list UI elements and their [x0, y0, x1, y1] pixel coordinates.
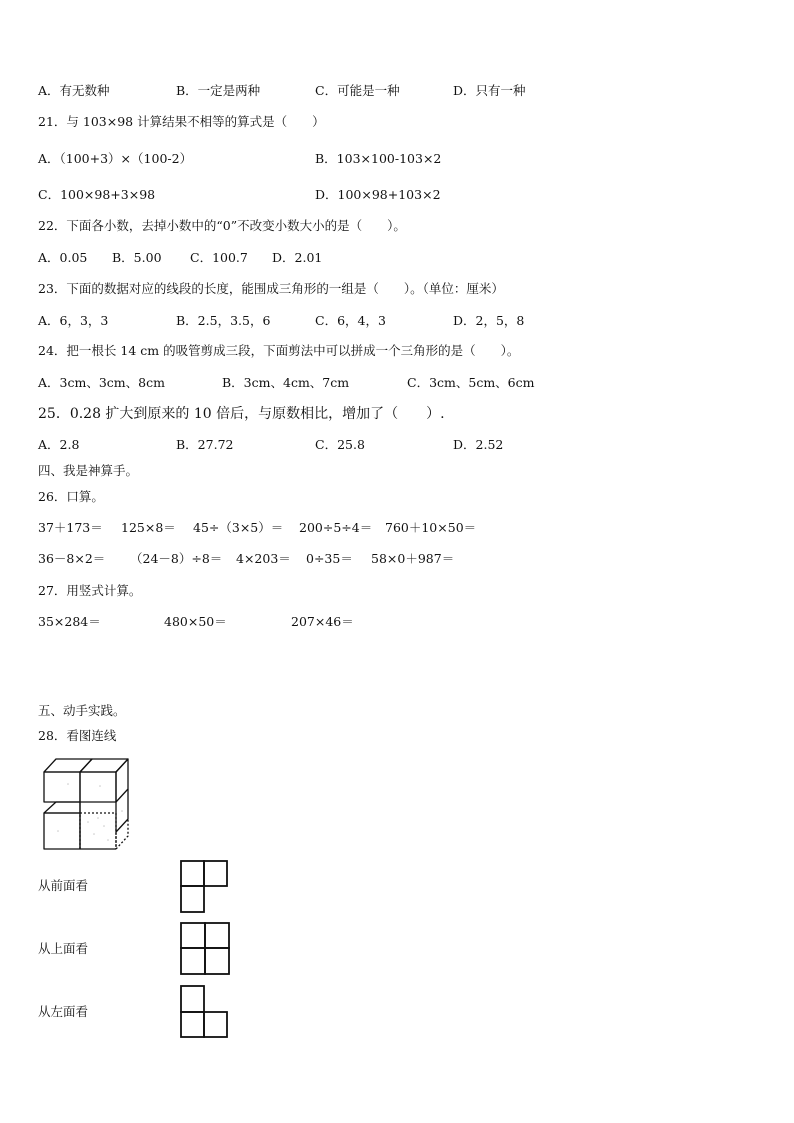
q22-option-d: D．2.01 — [272, 250, 323, 265]
view-shape-a — [180, 860, 230, 914]
q21-stem: 21．与 103×98 计算结果不相等的算式是（ ） — [38, 114, 325, 129]
section-4-heading: 四、我是神算手。 — [38, 463, 139, 478]
q27-item: 207×46＝ — [291, 614, 354, 629]
q26-item: 4×203＝ — [236, 551, 291, 566]
q25-option-c: C．25.8 — [315, 437, 365, 452]
view-label-top: 从上面看 — [38, 941, 89, 956]
q23-option-d: D．2，5，8 — [453, 313, 525, 328]
view-shape-b — [180, 922, 232, 976]
q27-item: 480×50＝ — [164, 614, 227, 629]
q22-stem: 22．下面各小数，去掉小数中的“0”不改变小数大小的是（ ）。 — [38, 218, 406, 233]
q26-item: （24－8）÷8＝ — [130, 551, 223, 566]
q26-item: 125×8＝ — [121, 520, 176, 535]
q26-stem: 26．口算。 — [38, 489, 104, 504]
q21-option-b: B．103×100-103×2 — [315, 151, 442, 166]
q26-item: 200÷5÷4＝ — [299, 520, 373, 535]
q26-item: 0÷35＝ — [306, 551, 353, 566]
q23-stem: 23．下面的数据对应的线段的长度，能围成三角形的一组是（ ）。（单位：厘米） — [38, 281, 504, 296]
q26-item: 58×0＋987＝ — [371, 551, 455, 566]
q26-item: 760＋10×50＝ — [385, 520, 477, 535]
q27-stem: 27．用竖式计算。 — [38, 583, 142, 598]
cube-stack-figure — [38, 756, 130, 852]
q21-option-d: D．100×98+103×2 — [315, 187, 441, 202]
q22-option-a: A．0.05 — [38, 250, 88, 265]
view-label-front: 从前面看 — [38, 878, 89, 893]
q26-item: 37＋173＝ — [38, 520, 103, 535]
q25-option-a: A．2.8 — [38, 437, 80, 452]
q22-option-b: B．5.00 — [112, 250, 162, 265]
q25-stem: 25．0.28 扩大到原来的 10 倍后，与原数相比，增加了（ ）. — [38, 406, 445, 422]
q27-item: 35×284＝ — [38, 614, 101, 629]
q24-option-c: C．3cm、5cm、6cm — [407, 375, 535, 390]
q20-option-d: D．只有一种 — [453, 83, 526, 98]
view-shape-c — [180, 985, 230, 1039]
q23-option-a: A．6，3，3 — [38, 313, 109, 328]
q21-option-c: C．100×98+3×98 — [38, 187, 156, 202]
q20-option-a: A．有无数种 — [38, 83, 110, 98]
q24-stem: 24．把一根长 14 cm 的吸管剪成三段，下面剪法中可以拼成一个三角形的是（ ）。 — [38, 343, 520, 358]
q22-option-c: C．100.7 — [190, 250, 248, 265]
q25-option-b: B．27.72 — [176, 437, 234, 452]
q20-option-b: B．一定是两种 — [176, 83, 261, 98]
q20-option-c: C．可能是一种 — [315, 83, 400, 98]
q24-option-a: A．3cm、3cm、8cm — [38, 375, 165, 390]
q25-option-d: D．2.52 — [453, 437, 504, 452]
q21-option-a: A．（100+3）×（100-2） — [38, 151, 193, 166]
q24-option-b: B．3cm、4cm、7cm — [222, 375, 350, 390]
view-label-left: 从左面看 — [38, 1004, 89, 1019]
q23-option-b: B．2.5，3.5，6 — [176, 313, 271, 328]
q28-stem: 28．看图连线 — [38, 728, 117, 743]
q26-item: 36－8×2＝ — [38, 551, 106, 566]
q26-item: 45÷（3×5）＝ — [193, 520, 284, 535]
section-5-heading: 五、动手实践。 — [38, 703, 126, 718]
q23-option-c: C．6，4，3 — [315, 313, 386, 328]
